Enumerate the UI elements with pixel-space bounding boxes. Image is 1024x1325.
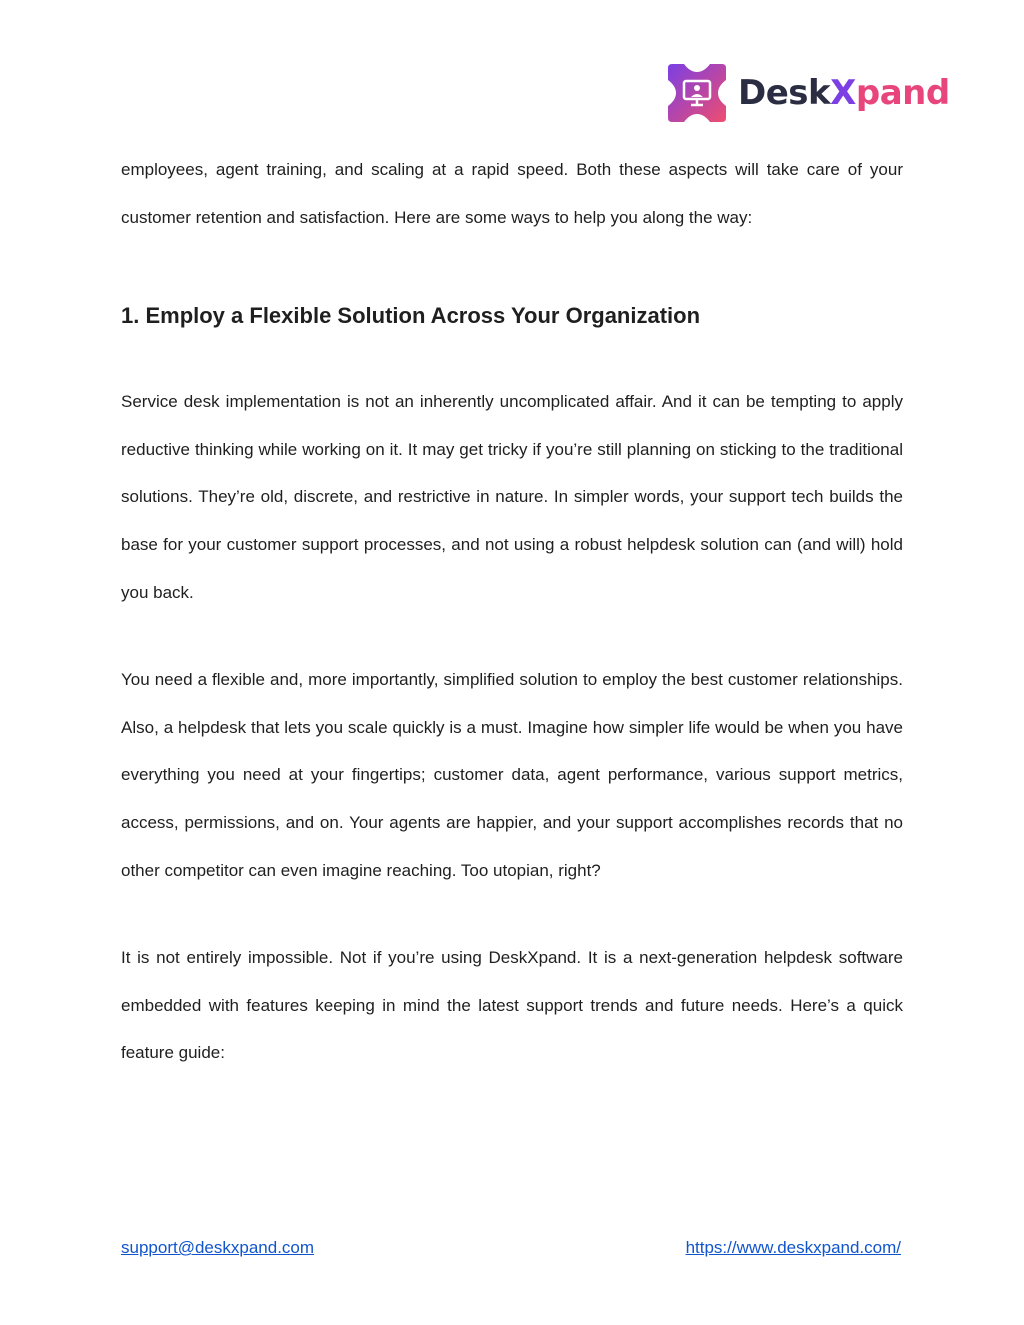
brand-word-x: X <box>830 73 856 113</box>
section-heading: 1. Employ a Flexible Solution Across Your Organization <box>121 303 701 329</box>
brand-logo <box>664 60 950 126</box>
brand-word-desk: Desk <box>738 73 831 113</box>
brand-word-pand: pand <box>855 73 950 113</box>
document-body <box>121 146 903 1117</box>
page-footer <box>121 1238 901 1258</box>
brand-wordmark <box>738 73 950 113</box>
support-email-link[interactable]: support@deskxpand.com <box>121 1238 315 1257</box>
website-link[interactable]: https://www.deskxpand.com/ <box>685 1238 901 1257</box>
paragraph-1: Service desk implementation is not an inherently uncomplicated affair. And it can be tempting to apply reductive thinking while working on it. It may get tricky if you’re still planning on sticking to the traditional solutions. They’re old, discrete, and restrictive in nature. In simpler words, your support tech builds the base for your customer support processes, and not using a robust helpdesk solution can (and will) hold you back. <box>121 392 903 602</box>
desktop-monitor-icon <box>664 60 730 126</box>
paragraph-3: It is not entirely impossible. Not if you’re using DeskXpand. It is a next-generation helpdesk software embedded with features keeping in mind the latest support trends and future needs. Here’s a quick feature guide: <box>121 948 903 1063</box>
paragraph-2: You need a flexible and, more importantly, simplified solution to employ the best customer relationships. Also, a helpdesk that lets you scale quickly is a must. Imagine how simpler life would be when you have everything you need at your fingertips; customer data, agent performance, various support metrics, access, permissions, and on. Your agents are happier, and your support accomplishes records that no other competitor can even imagine reaching. Too utopian, right? <box>121 670 903 880</box>
intro-paragraph: employees, agent training, and scaling at a rapid speed. Both these aspects will take care of your customer retention and satisfaction. Here are some ways to help you along the way: <box>121 160 903 227</box>
